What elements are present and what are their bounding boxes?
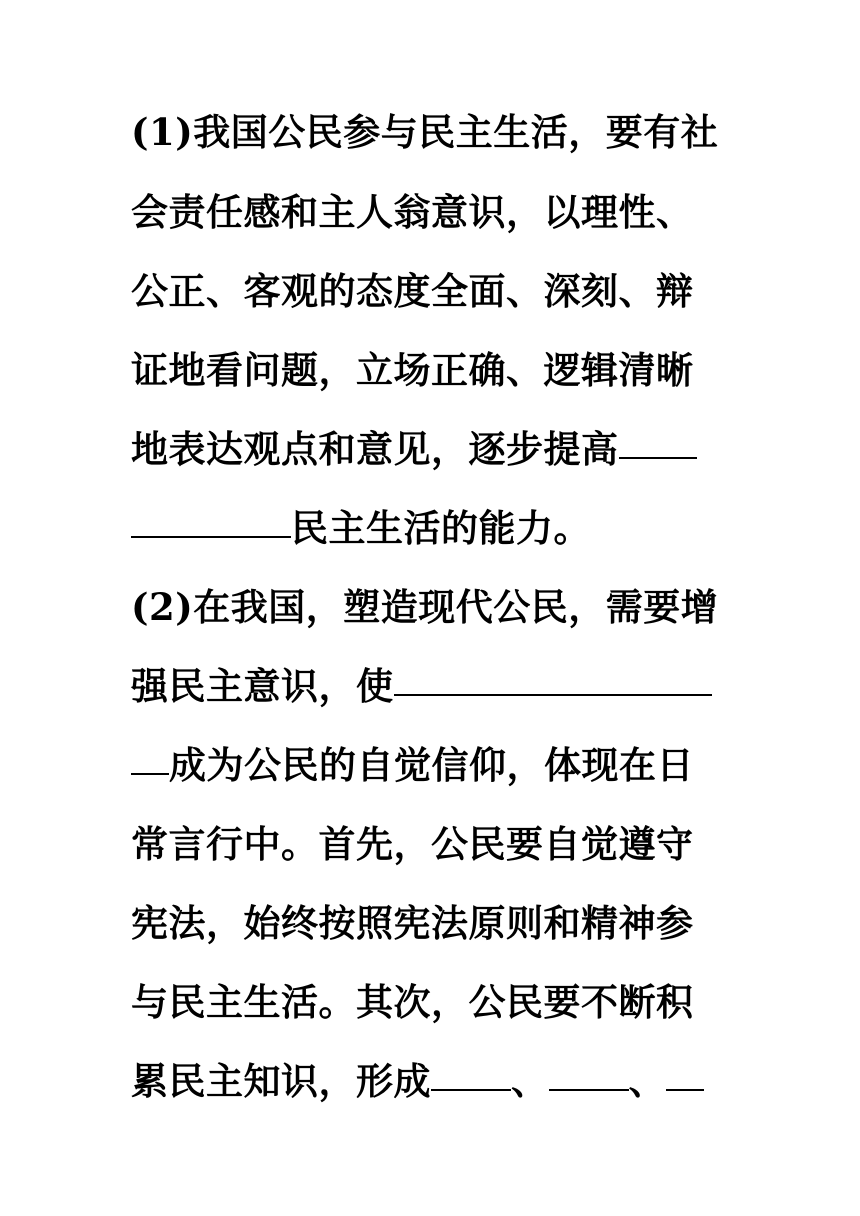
text-segment: 民主生活的能力。: [291, 506, 591, 550]
text-line-8: [131, 656, 731, 716]
text-line-12: [131, 972, 731, 1032]
fill-in-blank[interactable]: [131, 773, 169, 775]
fill-in-blank[interactable]: [666, 1089, 704, 1091]
text-segment: 强民主意识，使: [131, 664, 394, 708]
text-line-11: [131, 893, 731, 953]
text-line-7: [131, 577, 731, 637]
fill-in-blank[interactable]: [394, 694, 712, 696]
fill-in-blank[interactable]: [549, 1089, 629, 1091]
text-segment: (2)在我国，塑造现代公民，需要增: [131, 585, 719, 629]
text-segment: 、: [628, 1059, 666, 1103]
text-line-2: [131, 182, 731, 242]
text-line-10: [131, 814, 731, 874]
text-segment: 地表达观点和意见，逐步提高: [131, 427, 619, 471]
text-line-5: [131, 419, 731, 479]
text-segment: (1)我国公民参与民主生活，要有社: [131, 110, 719, 154]
fill-in-blank[interactable]: [131, 536, 291, 538]
text-line-4: [131, 340, 731, 400]
fill-in-blank[interactable]: [619, 457, 697, 459]
text-segment: 公正、客观的态度全面、深刻、辩: [131, 269, 694, 313]
text-segment: 证地看问题，立场正确、逻辑清晰: [131, 348, 694, 392]
text-segment: 累民主知识，形成: [131, 1059, 431, 1103]
text-segment: 宪法，始终按照宪法原则和精神参: [131, 901, 694, 945]
text-line-1: [131, 102, 731, 162]
text-line-6: [131, 498, 731, 558]
text-segment: 与民主生活。其次，公民要不断积: [131, 980, 694, 1024]
fill-in-blank[interactable]: [431, 1089, 511, 1091]
text-line-3: [131, 261, 731, 321]
text-segment: 常言行中。首先，公民要自觉遵守: [131, 822, 694, 866]
text-segment: 会责任感和主人翁意识，以理性、: [131, 190, 694, 234]
text-line-9: [131, 735, 731, 795]
text-line-13: [131, 1051, 731, 1111]
text-segment: 、: [511, 1059, 549, 1103]
text-segment: 成为公民的自觉信仰，体现在日: [169, 743, 694, 787]
